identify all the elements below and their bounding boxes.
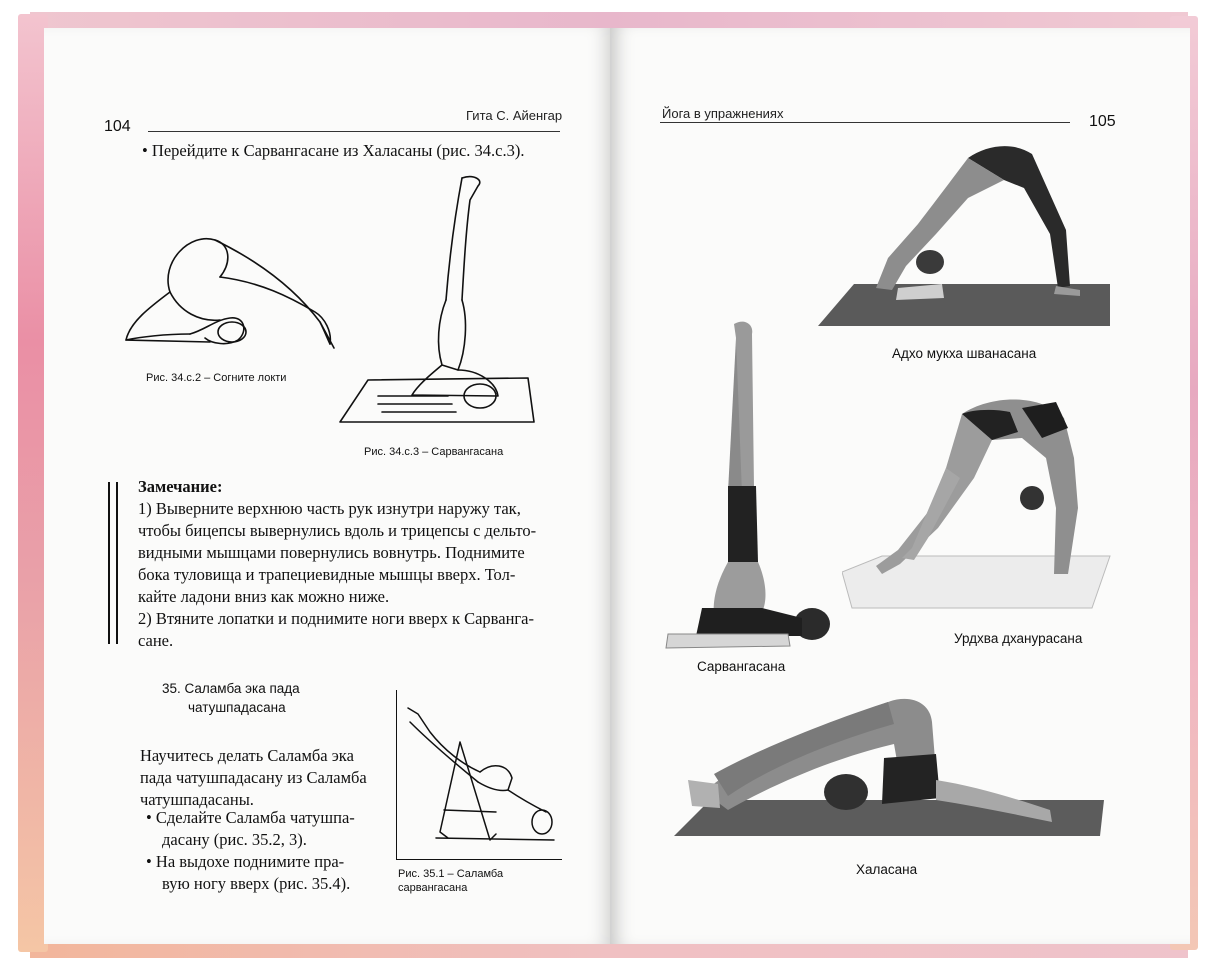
photo-adho-mukha-svanasana — [818, 138, 1114, 330]
section-35-bullet-1 — [146, 807, 386, 851]
fig-34c3-drawing — [338, 170, 538, 432]
bullet-dot: • — [146, 852, 156, 871]
section-35-title-line2: чатушпадасана — [188, 700, 286, 715]
bullet-dot: • — [142, 141, 152, 160]
left-header-rule — [148, 131, 560, 132]
photo-urdhva-dhanurasana — [842, 388, 1112, 612]
fig-35-1-caption-line: сарвангасана — [398, 882, 468, 894]
intro-bullet-text: Перейдите к Сарвангасане из Халасаны (рис. 34.с.3). — [151, 141, 525, 160]
note-heading: Замечание: — [138, 477, 223, 496]
bullet-line: Сделайте Саламба чатушпа- — [155, 808, 355, 827]
section-35-bullet-2 — [146, 851, 386, 895]
book-cover-bottom-edge — [30, 942, 1188, 958]
section-35-paragraph — [140, 745, 390, 811]
left-running-head: Гита С. Айенгар — [466, 108, 563, 123]
right-running-head: Йога в упражнениях — [662, 106, 784, 121]
photo-caption-adho-mukha: Адхо мукха шванасана — [892, 346, 1037, 361]
fig-34c2-drawing — [120, 222, 340, 362]
intro-bullet — [142, 140, 525, 162]
bullet-line: вую ногу вверх (рис. 35.4). — [162, 874, 351, 893]
bullet-dot: • — [146, 808, 156, 827]
section-35-title-line1: 35. Саламба эка пада — [162, 681, 300, 696]
fig-35-1-drawing — [400, 702, 560, 852]
note-line: сане. — [138, 631, 174, 650]
left-page-number: 104 — [104, 118, 131, 135]
note-line: видными мышцами повернулись вовнутрь. Поднимите — [138, 543, 525, 562]
fig-35-1-frame-horizontal — [396, 859, 562, 860]
photo-caption-sarvangasana: Сарвангасана — [697, 659, 786, 674]
photo-caption-halasana: Халасана — [856, 862, 918, 877]
note-line: 1) Выверните верхнюю часть рук изнутри наружу так, — [138, 499, 521, 518]
note-line: чтобы бицепсы вывернулись вдоль и трицепсы с дельто- — [138, 521, 537, 540]
photo-halasana — [674, 688, 1104, 838]
photo-caption-urdhva: Урдхва дханурасана — [954, 631, 1083, 646]
note-block — [138, 476, 568, 652]
paragraph-line: чатушпадасаны. — [140, 790, 254, 809]
fig-35-1-caption-line: Рис. 35.1 – Саламба — [398, 868, 504, 880]
fig-34c2-caption: Рис. 34.с.2 – Согните локти — [146, 372, 287, 384]
note-line: 2) Втяните лопатки и поднимите ноги вверх к Сарванга- — [138, 609, 534, 628]
fig-34c3-caption: Рис. 34.с.3 – Сарвангасана — [364, 446, 504, 458]
fig-35-1-caption — [398, 867, 568, 895]
right-header-rule — [660, 122, 1070, 123]
paragraph-line: пада чатушпадасану из Саламба — [140, 768, 367, 787]
right-page-number: 105 — [1089, 113, 1116, 130]
note-line: бока туловища и трапециевидные мышцы вверх. Тол- — [138, 565, 516, 584]
paragraph-line: Научитесь делать Саламба эка — [140, 746, 354, 765]
photo-sarvangasana — [662, 318, 838, 654]
fig-35-1-frame-vertical — [396, 690, 397, 860]
bullet-line: дасану (рис. 35.2, 3). — [162, 830, 307, 849]
note-line: кайте ладони вниз как можно ниже. — [138, 587, 390, 606]
note-side-bar — [108, 482, 118, 644]
bullet-line: На выдохе поднимите пра- — [155, 852, 345, 871]
